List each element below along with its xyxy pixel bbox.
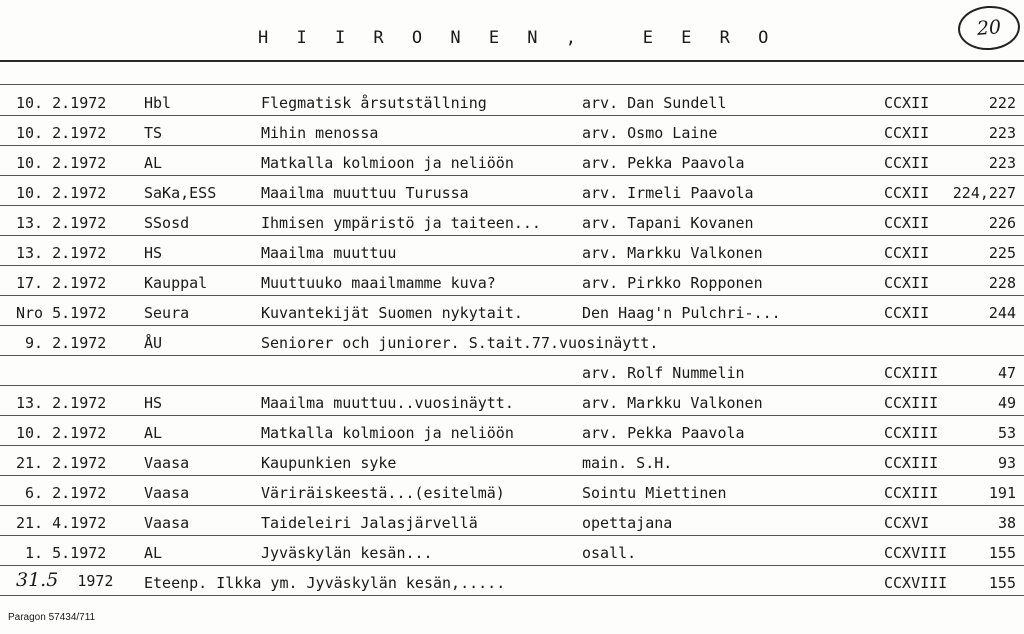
- entry-title: Jyväskylän kesän...: [261, 544, 433, 562]
- entry-source: Kauppal: [144, 274, 208, 292]
- table-row: [0, 206, 1024, 236]
- entry-source: Hbl: [144, 94, 172, 112]
- entry-volume: CCXVIII: [884, 544, 948, 562]
- entry-volume: CCXVI: [884, 514, 930, 532]
- entry-role: osall.: [582, 544, 637, 562]
- table-row: [0, 146, 1024, 176]
- table-row: [0, 176, 1024, 206]
- entry-date: 21. 4.1972: [16, 514, 107, 532]
- entry-date: 10. 2.1972: [16, 154, 107, 172]
- entry-role: arv. Tapani Kovanen: [582, 214, 754, 232]
- entry-number: 38: [997, 514, 1016, 532]
- entry-volume: CCXII: [884, 304, 930, 322]
- table-row: [0, 236, 1024, 266]
- entry-role: Sointu Miettinen: [582, 484, 727, 502]
- entry-role: Den Haag'n Pulchri-...: [582, 304, 781, 322]
- entry-volume: CCXII: [884, 94, 930, 112]
- entry-number: 155: [988, 544, 1016, 562]
- entry-title: Seniorer och juniorer. S.tait.77.vuosinäytt.: [261, 334, 659, 352]
- entry-source: TS: [144, 124, 163, 142]
- entry-role: opettajana: [582, 514, 673, 532]
- entry-number: 228: [988, 274, 1016, 292]
- entry-date: 13. 2.1972: [16, 394, 107, 412]
- entry-number: 53: [997, 424, 1016, 442]
- entry-date: 10. 2.1972: [16, 424, 107, 442]
- entry-number: 223: [988, 154, 1016, 172]
- entry-number: 224,227: [952, 184, 1016, 202]
- entry-number: 226: [988, 214, 1016, 232]
- entry-year: 1972: [77, 572, 114, 590]
- entry-number: 223: [988, 124, 1016, 142]
- entry-role: arv. Markku Valkonen: [582, 394, 763, 412]
- entry-date: 13. 2.1972: [16, 244, 107, 262]
- entry-number: 225: [988, 244, 1016, 262]
- handwritten-date: 31.5: [16, 569, 59, 591]
- entry-number: 49: [997, 394, 1016, 412]
- entry-title: Eteenp. Ilkka ym. Jyväskylän kesän,.....: [144, 574, 506, 592]
- entry-volume: CCXII: [884, 184, 930, 202]
- entry-date: 1. 5.1972: [16, 544, 107, 562]
- entry-date: 13. 2.1972: [16, 214, 107, 232]
- table-row: [0, 536, 1024, 566]
- entry-source: HS: [144, 394, 163, 412]
- entry-volume: CCXII: [884, 274, 930, 292]
- entry-volume: CCXII: [884, 214, 930, 232]
- table-row: [0, 446, 1024, 476]
- entry-role: arv. Irmeli Paavola: [582, 184, 754, 202]
- entry-source: Vaasa: [144, 484, 190, 502]
- entry-number: 222: [988, 94, 1016, 112]
- entry-source: SSosd: [144, 214, 190, 232]
- table-row: [0, 386, 1024, 416]
- entry-source: HS: [144, 244, 163, 262]
- entry-volume: CCXVIII: [884, 574, 948, 592]
- entry-role: arv. Pekka Paavola: [582, 424, 745, 442]
- entry-date: Nro 5.1972: [16, 304, 107, 322]
- entry-title: Mihin menossa: [261, 124, 379, 142]
- entry-volume: CCXII: [884, 244, 930, 262]
- entry-source: AL: [144, 544, 163, 562]
- entry-role: main. S.H.: [582, 454, 673, 472]
- handwritten-card-number: 20: [957, 4, 1022, 52]
- entry-source: AL: [144, 424, 163, 442]
- entry-title: Matkalla kolmioon ja neliöön: [261, 154, 514, 172]
- entry-title: Kuvantekijät Suomen nykytait.: [261, 304, 523, 322]
- entry-role: arv. Dan Sundell: [582, 94, 727, 112]
- entry-title: Ihmisen ympäristö ja taiteen...: [261, 214, 541, 232]
- entry-source: AL: [144, 154, 163, 172]
- table-row: [0, 476, 1024, 506]
- entry-volume: CCXII: [884, 154, 930, 172]
- table-row: [0, 356, 1024, 386]
- entry-number: 244: [988, 304, 1016, 322]
- entry-volume: CCXIII: [884, 364, 939, 382]
- entry-date: 10. 2.1972: [16, 94, 107, 112]
- entries-table: [0, 86, 1024, 596]
- entry-source: ÅU: [144, 334, 163, 352]
- entry-title: Maailma muuttuu: [261, 244, 397, 262]
- table-top-rule: [0, 84, 1024, 85]
- entry-role: arv. Pekka Paavola: [582, 154, 745, 172]
- entry-volume: CCXIII: [884, 424, 939, 442]
- entry-title: Maailma muuttuu..vuosinäytt.: [261, 394, 514, 412]
- table-row: [0, 266, 1024, 296]
- entry-title: Väriräiskeestä...(esitelmä): [261, 484, 505, 502]
- entry-source: Vaasa: [144, 514, 190, 532]
- entry-date: 10. 2.1972: [16, 124, 107, 142]
- entry-role: arv. Markku Valkonen: [582, 244, 763, 262]
- table-row: [0, 416, 1024, 446]
- entry-source: Vaasa: [144, 454, 190, 472]
- entry-title: Matkalla kolmioon ja neliöön: [261, 424, 514, 442]
- card-heading: H I I R O N E N , E E R O: [258, 28, 778, 48]
- entry-number: 93: [997, 454, 1016, 472]
- entry-role: arv. Pirkko Ropponen: [582, 274, 763, 292]
- entry-title: Flegmatisk årsutställning: [261, 94, 487, 112]
- entry-date: 21. 2.1972: [16, 454, 107, 472]
- entry-source: Seura: [144, 304, 190, 322]
- entry-source: SaKa,ESS: [144, 184, 217, 202]
- entry-role: arv. Rolf Nummelin: [582, 364, 745, 382]
- entry-title: Maailma muuttuu Turussa: [261, 184, 469, 202]
- entry-title: Muuttuuko maailmamme kuva?: [261, 274, 496, 292]
- entry-date: 10. 2.1972: [16, 184, 107, 202]
- table-row: [0, 296, 1024, 326]
- entry-date: 17. 2.1972: [16, 274, 107, 292]
- entry-number: 47: [997, 364, 1016, 382]
- entry-role: arv. Osmo Laine: [582, 124, 718, 142]
- table-row: [0, 566, 1024, 596]
- entry-date: 9. 2.1972: [16, 334, 107, 352]
- entry-number: 191: [988, 484, 1016, 502]
- entry-volume: CCXIII: [884, 454, 939, 472]
- table-row: [0, 326, 1024, 356]
- table-row: [0, 506, 1024, 536]
- heading-rule: [0, 60, 1024, 62]
- entry-date: 6. 2.1972: [16, 484, 107, 502]
- entry-volume: CCXIII: [884, 484, 939, 502]
- entry-volume: CCXII: [884, 124, 930, 142]
- entry-title: Taideleiri Jalasjärvellä: [261, 514, 478, 532]
- entry-volume: CCXIII: [884, 394, 939, 412]
- entry-title: Kaupunkien syke: [261, 454, 397, 472]
- table-row: [0, 86, 1024, 116]
- table-row: [0, 116, 1024, 146]
- entry-date: [16, 566, 128, 596]
- entry-number: 155: [988, 574, 1016, 592]
- card-printer-mark: Paragon 57434/711: [8, 612, 96, 623]
